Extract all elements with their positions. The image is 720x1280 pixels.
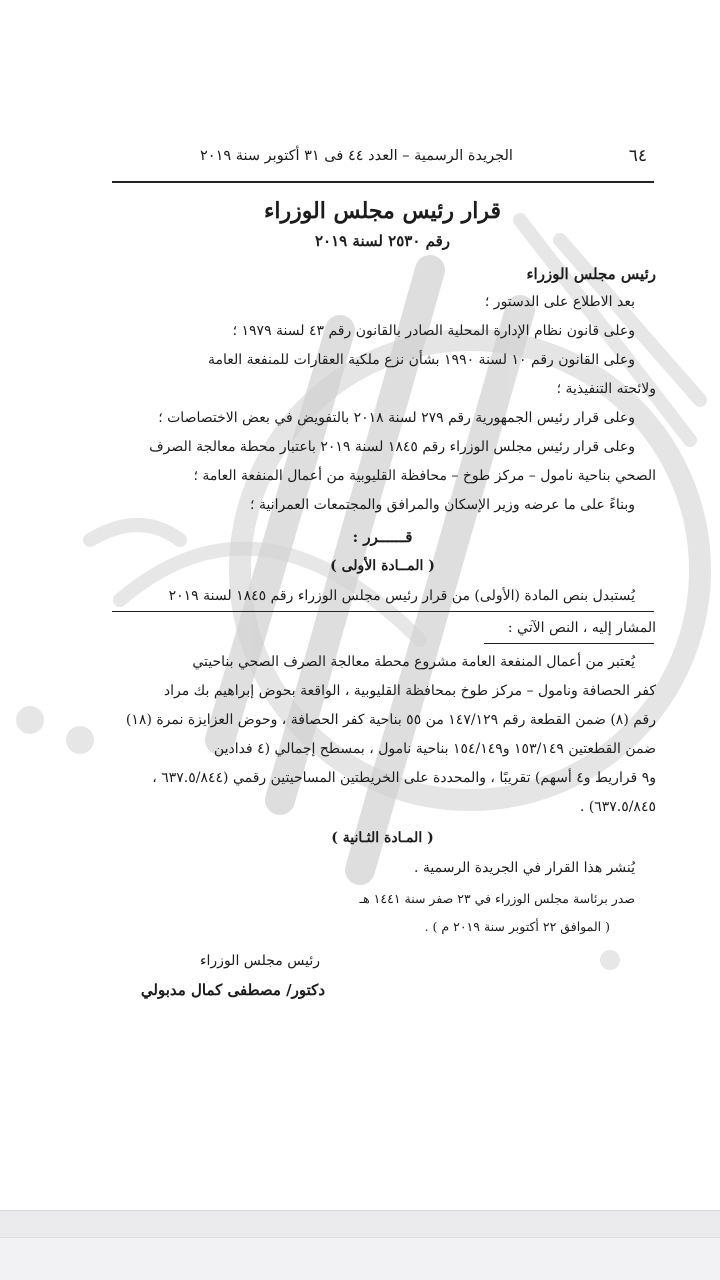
preamble-line: بعد الاطلاع على الدستور ؛ — [484, 294, 635, 310]
article-two-heading: ( المـادة الثـانية ) — [331, 830, 434, 846]
article-one-heading: ( المــادة الأولى ) — [330, 558, 435, 574]
decision-heading: قــــــرر : — [352, 528, 413, 546]
page-number: ٦٤ — [628, 146, 647, 166]
article-two-body: يُنشر هذا القرار في الجريدة الرسمية . — [413, 860, 635, 876]
preamble-line: وعلى القانون رقم ١٠ لسنة ١٩٩٠ بشأن نزع ملكية العقارات للمنفعة العامة — [208, 352, 635, 368]
article-one-body-line: يُعتبر من أعمال المنفعة العامة مشروع محطة معالجة الصرف الصحي بناحيتي — [192, 654, 635, 670]
decree-title: قرار رئيس مجلس الوزراء — [263, 198, 501, 224]
page-header — [110, 140, 655, 182]
decree-number: رقم ٢٥٣٠ لسنة ٢٠١٩ — [314, 232, 451, 250]
preamble-line: ولائحته التنفيذية ؛ — [556, 381, 656, 397]
preamble-line: وعلى قرار رئيس الجمهورية رقم ٢٧٩ لسنة ٢٠١٨ بالتفويض في بعض الاختصاصات ؛ — [158, 410, 635, 426]
signatory-name: دكتور/ مصطفى كمال مدبولي — [140, 981, 325, 999]
issuance-line: ( الموافق ٢٢ أكتوبر سنة ٢٠١٩ م ) . — [424, 919, 610, 934]
preamble-heading: رئيس مجلس الوزراء — [526, 265, 656, 283]
article-one-body-line: رقم (٨) ضمن القطعة رقم ١٤٧/١٢٩ من ٥٥ بناحية كفر الحصافة ، وحوض العزايزة نمرة (١٨) — [125, 712, 656, 728]
preamble-line: الصحي بناحية نامول – مركز طوخ – محافظة القليوبية من أعمال المنفعة العامة ؛ — [193, 468, 656, 484]
article-one-body-line: ٦٣٧.٥/٨٤٥) . — [579, 799, 656, 815]
viewer-toolbar-strip — [0, 1211, 720, 1238]
preamble-line: وبناءً على ما عرضه وزير الإسكان والمرافق والمجتمعات العمرانية ؛ — [250, 497, 635, 513]
underline-rule — [112, 611, 654, 612]
article-one-amend-line: المشار إليه ، النص الآتي : — [507, 620, 656, 636]
preamble-line: وعلى قانون نظام الإدارة المحلية الصادر بالقانون رقم ٤٣ لسنة ١٩٧٩ ؛ — [232, 323, 635, 339]
underline-rule — [484, 643, 654, 644]
preamble-line: وعلى قرار رئيس مجلس الوزراء رقم ١٨٤٥ لسنة ٢٠١٩ باعتبار محطة معالجة الصرف — [149, 439, 635, 455]
viewer-bottom-bar — [0, 1210, 720, 1280]
issuance-line: صدر برئاسة مجلس الوزراء في ٢٣ صفر سنة ١٤٤١ هـ — [359, 891, 635, 906]
article-one-body-line: ضمن القطعتين ١٥٣/١٤٩ و١٥٤/١٤٩ بناحية نامول ، بمسطح إجمالي (٤ فدادين — [213, 741, 656, 757]
signatory-title: رئيس مجلس الوزراء — [199, 953, 320, 969]
header-divider — [112, 181, 654, 183]
article-one-amend-line: يُستبدل بنص المادة (الأولى) من قرار رئيس مجلس الوزراء رقم ١٨٤٥ لسنة ٢٠١٩ — [168, 588, 635, 604]
journal-issue-line: الجريدة الرسمية – العدد ٤٤ فى ٣١ أكتوبر سنة ٢٠١٩ — [200, 148, 513, 164]
article-one-body-line: و٩ قراريط و٤ أسهم) تقريبًا ، والمحددة على الخريطتين المساحيتين رقمي (٦٣٧.٥/٨٤٤ ، — [152, 770, 656, 786]
article-one-body-line: كفر الحصافة ونامول – مركز طوخ بمحافظة القليوبية ، الواقعة بحوض إبراهيم بك مراد — [163, 683, 656, 699]
